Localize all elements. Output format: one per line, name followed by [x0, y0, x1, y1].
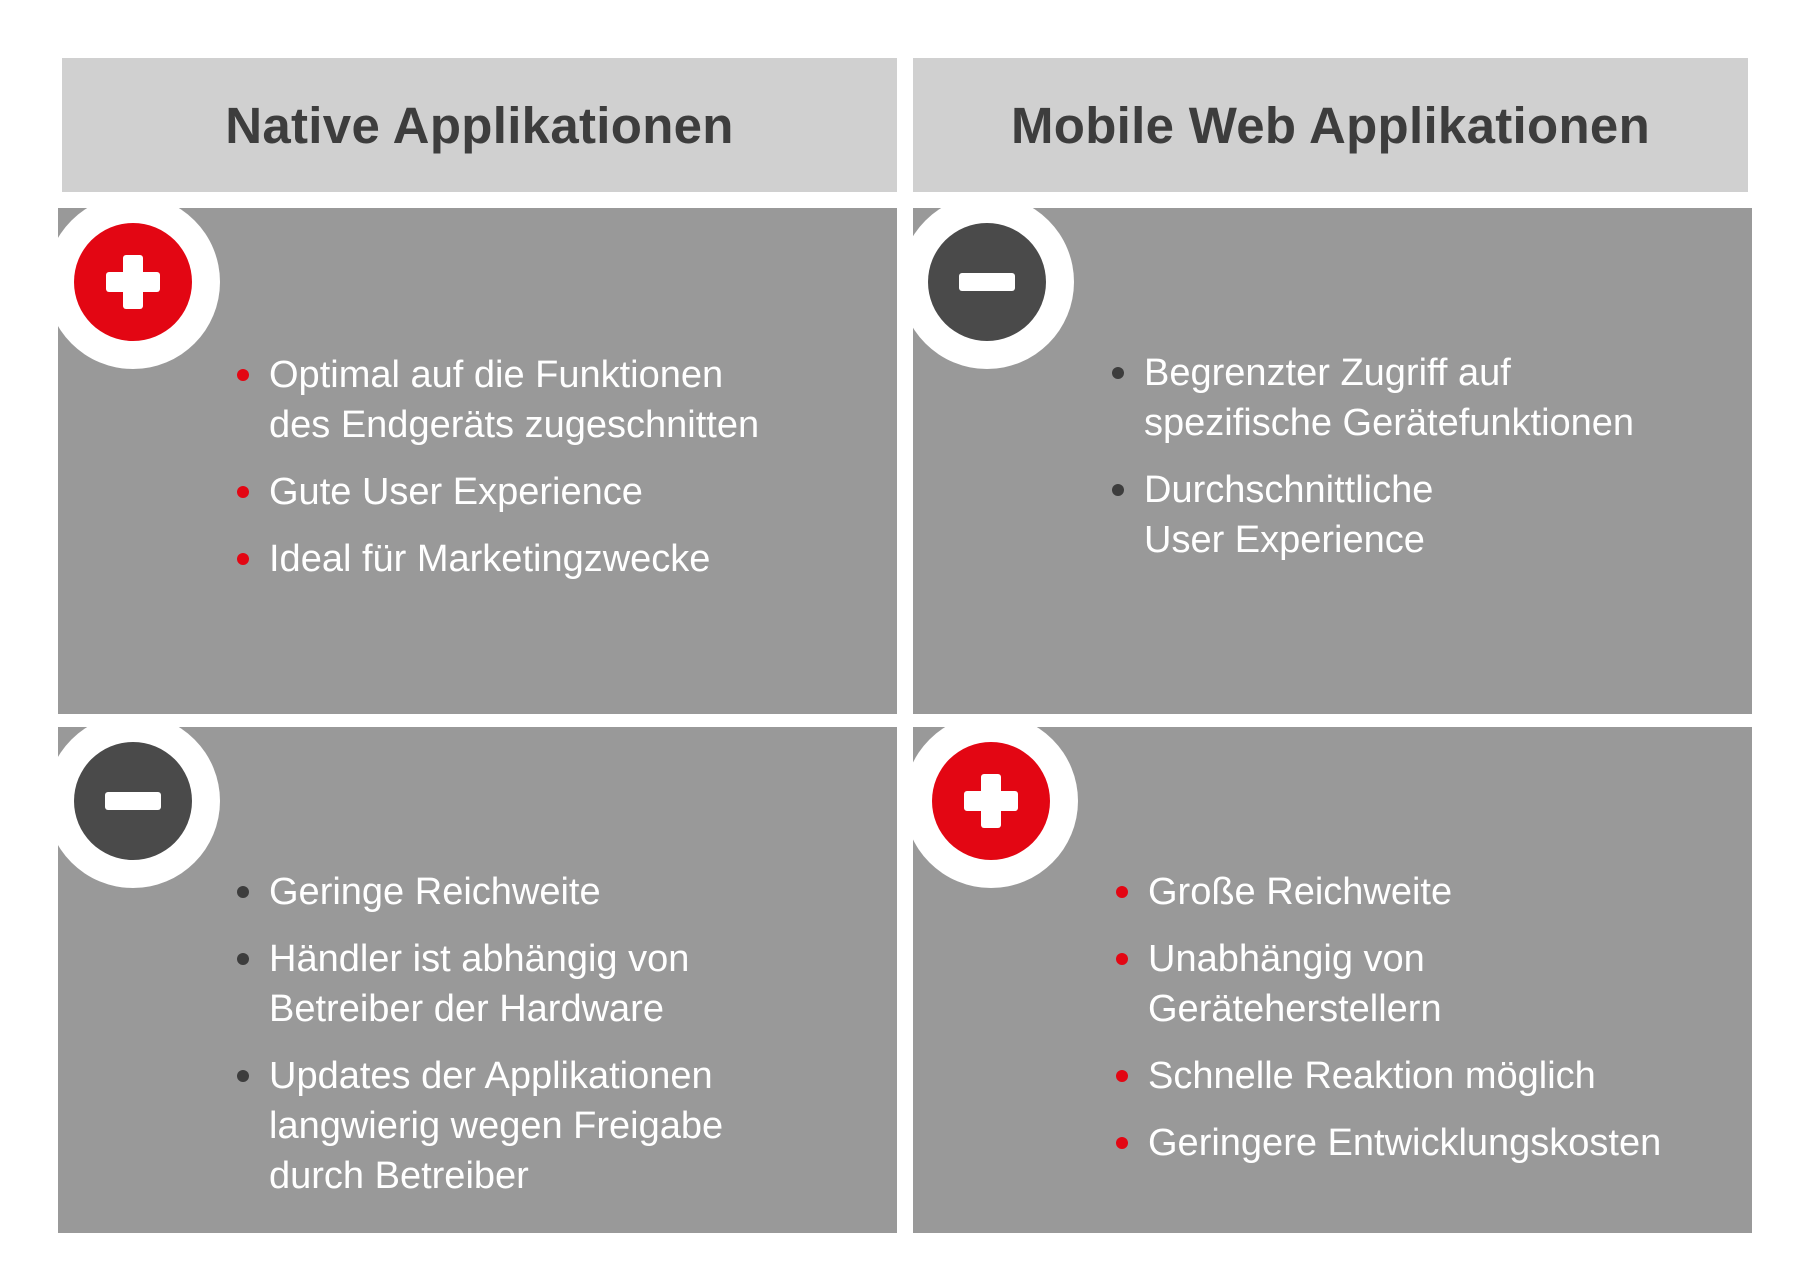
bullet-dot: [237, 486, 249, 498]
list-item: [1112, 348, 1634, 448]
native-pros-item-1: Optimal auf die Funktionen des Endgeräts zugeschnitten: [269, 354, 760, 446]
bullet-dot: [1116, 1137, 1128, 1149]
bullet-dot: [237, 886, 249, 898]
list-item: [1112, 465, 1634, 565]
web-pros-item-1: Große Reichweite: [1148, 871, 1453, 913]
bullet-dot: [237, 1070, 249, 1082]
native-cons-item-1: Geringe Reichweite: [269, 871, 601, 913]
bullet-dot: [1112, 367, 1124, 379]
list-item: [1116, 1051, 1661, 1101]
list-item: [237, 1051, 723, 1201]
web-cons-item-1: Begrenzter Zugriff auf spezifische Gerätefunktionen: [1144, 352, 1635, 444]
bullet-dot: [1116, 886, 1128, 898]
native-cons-list: [237, 867, 723, 1218]
bullet-dot: [1116, 1070, 1128, 1082]
list-item: [1116, 934, 1661, 1034]
web-pros-item-2: Unabhängig von Geräteherstellern: [1148, 938, 1442, 1030]
native-cons-item-2: Händler ist abhängig von Betreiber der Hardware: [269, 938, 690, 1030]
web-pros-item-4: Geringere Entwicklungskosten: [1148, 1122, 1662, 1164]
list-item: [237, 867, 723, 917]
list-item: [237, 534, 759, 584]
header-native-apps: [62, 58, 897, 192]
native-pros-item-3: Ideal für Marketingzwecke: [269, 538, 711, 580]
web-pros-item-3: Schnelle Reaktion möglich: [1148, 1055, 1596, 1097]
minus-icon: [928, 223, 1046, 341]
list-item: [237, 934, 723, 1034]
web-cons-list: [1112, 348, 1634, 582]
header-mobile-web-apps: [913, 58, 1748, 192]
bullet-dot: [237, 369, 249, 381]
bullet-dot: [237, 553, 249, 565]
native-pros-item-2: Gute User Experience: [269, 471, 643, 513]
bullet-dot: [237, 953, 249, 965]
list-item: [237, 350, 759, 450]
web-pros-list: [1116, 867, 1661, 1185]
native-pros-list: [237, 350, 759, 601]
header-native-apps-title: Native Applikationen: [225, 96, 734, 154]
web-cons-item-2: Durchschnittliche User Experience: [1144, 469, 1434, 561]
bullet-dot: [1112, 484, 1124, 496]
bullet-dot: [1116, 953, 1128, 965]
plus-icon: [74, 223, 192, 341]
list-item: [237, 467, 759, 517]
plus-icon: [932, 742, 1050, 860]
header-mobile-web-apps-title: Mobile Web Applikationen: [1010, 96, 1651, 154]
list-item: [1116, 1118, 1661, 1168]
native-cons-item-3: Updates der Applikationen langwierig wegen Freigabe durch Betreiber: [269, 1055, 724, 1197]
minus-icon: [74, 742, 192, 860]
list-item: [1116, 867, 1661, 917]
